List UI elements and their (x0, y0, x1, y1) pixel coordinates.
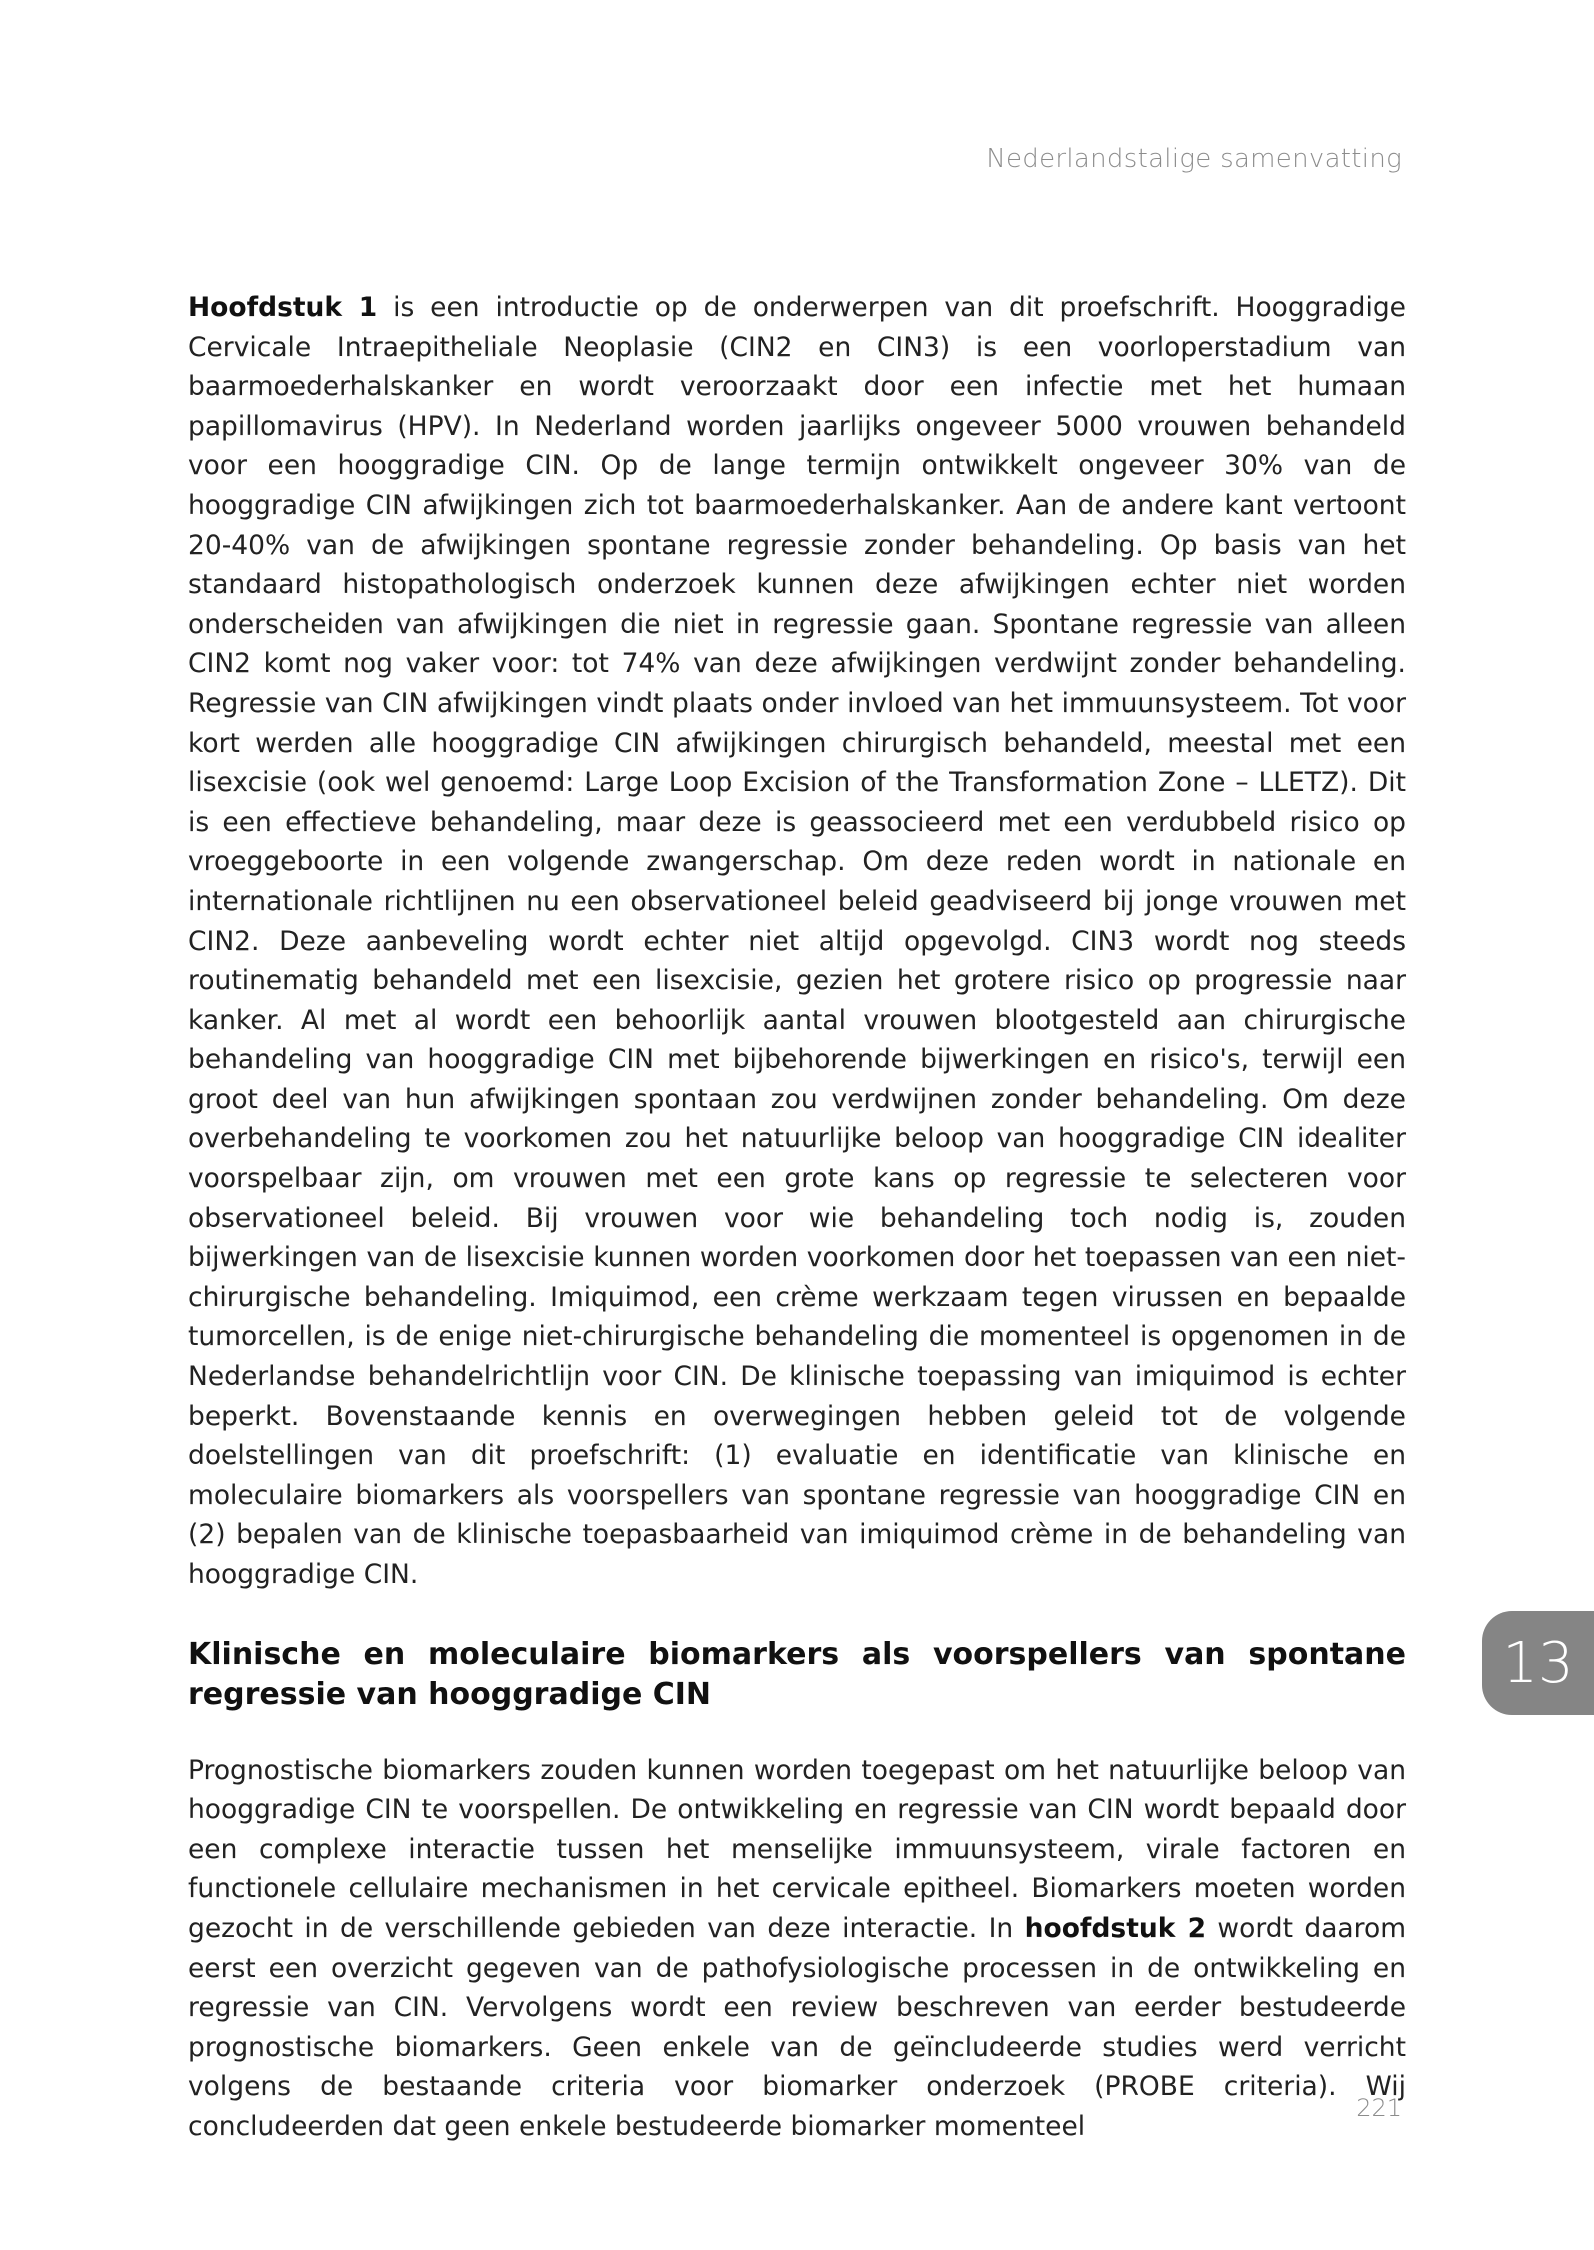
chapter-reference: Hoofdstuk 1 (188, 292, 378, 323)
page-number: 221 (1356, 2094, 1402, 2122)
section-text-after: wordt daarom eerst een overzicht gegeven van de pathofysiologische processen in de ontwikkeling en regressie van CIN. Vervolgens wordt een review beschreven van eerder bestudeerde prognostische biomarkers. Geen enkele van de geïncludeerde studies werd verricht volgens de bestaande criteria voor biomarker onderzoek (PROBE criteria). Wij concludeerden dat geen enkele bestudeerde biomarker momenteel (188, 1912, 1407, 2142)
running-header: Nederlandstalige samenvatting (986, 144, 1402, 174)
chapter-tab (1482, 1611, 1594, 1715)
chapter-reference: hoofdstuk 2 (1024, 1912, 1207, 1944)
intro-paragraph (188, 288, 1406, 1595)
chapter-number: 13 (1502, 1630, 1574, 1696)
section-text-before: Prognostische biomarkers zouden kunnen worden toegepast om het natuurlijke beloop van hooggradige CIN te voorspellen. De ontwikkeling en regressie van CIN wordt bepaald door een complexe interactie tussen het menselijke immuunsysteem, virale factoren en functionele cellulaire mechanismen in het cervicale epitheel. Biomarkers moeten worden gezocht in de verschillende gebieden van deze interactie. In (188, 1754, 1406, 1944)
section-heading: Klinische en moleculaire biomarkers als voorspellers van spontane regressie van hooggradige CIN (188, 1636, 1406, 1712)
section-paragraph (188, 1751, 1406, 2147)
page-content (188, 288, 1406, 2147)
intro-text: is een introductie op de onderwerpen van dit proefschrift. Hooggradige Cervicale Intraepitheliale Neoplasie (CIN2 en CIN3) is een voorloperstadium van baarmoederhalskanker en wordt veroorzaakt door een infectie met het humaan papillomavirus (HPV). In Nederland worden jaarlijks ongeveer 5000 vrouwen behandeld voor een hooggradige CIN. Op de lange termijn ontwikkelt ongeveer 30% van de hooggradige CIN afwijkingen zich tot baarmoederhalskanker. Aan de andere kant vertoont 20-40% van de afwijkingen spontane regressie zonder behandeling. Op basis van het standaard histopathologisch onderzoek kunnen deze afwijkingen echter niet worden onderscheiden van afwijkingen die niet in regressie gaan. Spontane regressie van alleen CIN2 komt nog vaker voor: tot 74% van deze afwijkingen verdwijnt zonder behandeling. Regressie van CIN afwijkingen vindt plaats onder invloed van het immuunsysteem. Tot voor kort werden alle hooggradige CIN afwijkingen chirurgisch behandeld, meestal met een lisexcisie (ook wel genoemd: Large Loop Excision of the Transformation Zone – LLETZ). Dit is een effectieve behandeling, maar deze is geassocieerd met een verdubbeld risico op vroeggeboorte in een volgende zwangerschap. Om deze reden wordt in nationale en internationale richtlijnen nu een observationeel beleid geadviseerd bij jonge vrouwen met CIN2. Deze aanbeveling wordt echter niet altijd opgevolgd. CIN3 wordt nog steeds routinematig behandeld met een lisexcisie, gezien het grotere risico op progressie naar kanker. Al met al wordt een behoorlijk aantal vrouwen blootgesteld aan chirurgische behandeling van hooggradige CIN met bijbehorende bijwerkingen en risico's, terwijl een groot deel van hun afwijkingen spontaan zou verdwijnen zonder behandeling. Om deze overbehandeling te voorkomen zou het natuurlijke beloop van hooggradige CIN idealiter voorspelbaar zijn, om vrouwen met een grote kans op regressie te selecteren voor observationeel beleid. Bij vrouwen voor wie behandeling toch nodig is, zouden bijwerkingen van de lisexcisie kunnen worden voorkomen door het toepassen van een niet-chirurgische behandeling. Imiquimod, een crème werkzaam tegen virussen en bepaalde tumorcellen, is de enige niet-chirurgische behandeling die momenteel is opgenomen in de Nederlandse behandelrichtlijn voor CIN. De klinische toepassing van imiquimod is echter beperkt. Bovenstaande kennis en overwegingen hebben geleid tot de volgende doelstellingen van dit proefschrift: (1) evaluatie en identificatie van klinische en moleculaire biomarkers als voorspellers van spontane regressie van hooggradige CIN en (2) bepalen van de klinische toepasbaarheid van imiquimod crème in de behandeling van hooggradige CIN. (188, 292, 1406, 1590)
